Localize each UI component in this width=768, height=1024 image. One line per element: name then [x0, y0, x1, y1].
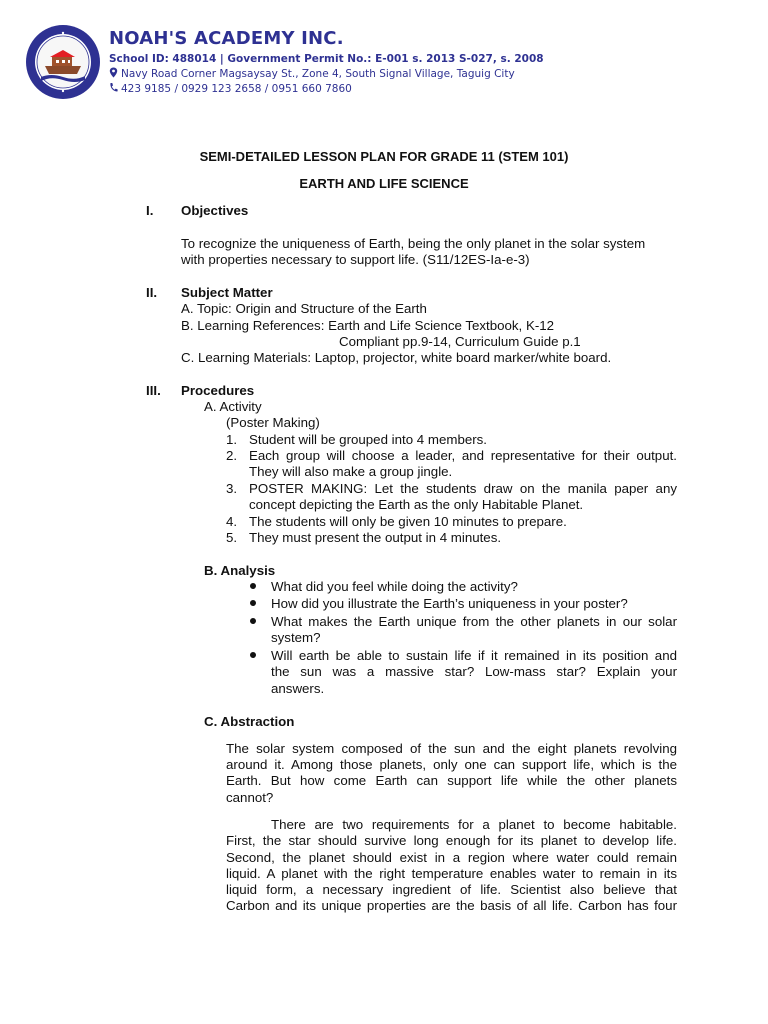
step-text: Student will be grouped into 4 members. [249, 432, 488, 447]
objectives-heading: Objectives [181, 203, 249, 218]
objectives-line: To recognize the uniqueness of Earth, being the only planet in the solar system [181, 236, 646, 251]
school-name: NOAH'S ACADEMY INC. [109, 28, 344, 49]
objectives-line: with properties necessary to support life. (S11/12ES-Ia-e-3) [181, 252, 530, 267]
bullet-icon [250, 652, 256, 658]
abstraction-line: cannot? [226, 790, 274, 805]
analysis-question: system? [271, 630, 321, 645]
section-number: I. [146, 203, 154, 218]
subject-matter-heading: Subject Matter [181, 285, 273, 300]
abstraction-line: There are two requirements for a planet to become habitable. [271, 817, 677, 832]
school-ids [109, 53, 544, 66]
school-seal-logo [25, 24, 101, 100]
subject-topic: A. Topic: Origin and Structure of the Earth [181, 301, 427, 316]
abstraction-line: Earth. But how come Earth can support life while the other planets [226, 773, 677, 788]
abstraction-line: around it. Among those planets, only one can support life, which is the [226, 757, 677, 772]
step-number: 2. [226, 448, 238, 463]
bullet-icon [250, 618, 256, 624]
section-number: III. [146, 383, 161, 398]
analysis-question: What did you feel while doing the activity? [271, 579, 518, 594]
analysis-question: answers. [271, 681, 325, 696]
procedures-heading: Procedures [181, 383, 255, 398]
document-subtitle: EARTH AND LIFE SCIENCE [299, 176, 469, 191]
abstraction-line: liquid form, a necessary ingredient of life. Scientist also believe that [226, 882, 677, 897]
abstraction-line: liquid. A planet with the right temperature enables water to remain in its [226, 866, 677, 881]
activity-sub: (Poster Making) [226, 415, 320, 430]
analysis-question: How did you illustrate the Earth’s uniqueness in your poster? [271, 596, 628, 611]
step-number: 1. [226, 432, 238, 447]
step-number: 5. [226, 530, 238, 545]
school-address [109, 67, 515, 81]
location-pin-icon [109, 67, 118, 78]
step-text: Each group will choose a leader, and representative for their output. [249, 448, 677, 463]
school-ids-text: School ID: 488014 | Government Permit No.: E-001 s. 2013 S-027, s. 2008 [109, 53, 544, 65]
step-number: 3. [226, 481, 238, 496]
abstraction-line: The solar system composed of the sun and the eight planets revolving [226, 741, 677, 756]
abstraction-label: C. Abstraction [204, 714, 295, 729]
step-text: concept depicting the Earth as the only Habitable Planet. [249, 497, 584, 512]
subject-materials: C. Learning Materials: Laptop, projector, white board marker/white board. [181, 350, 612, 365]
section-number: II. [146, 285, 158, 300]
analysis-question: What makes the Earth unique from the other planets in our solar [271, 614, 677, 629]
subject-references: B. Learning References: Earth and Life Science Textbook, K-12 [181, 318, 555, 333]
step-number: 4. [226, 514, 238, 529]
step-text: They must present the output in 4 minutes. [249, 530, 502, 545]
school-phones [109, 82, 352, 96]
analysis-question: Will earth be able to sustain life if it remained in its position and [271, 648, 677, 663]
activity-label: A. Activity [204, 399, 262, 414]
bullet-icon [250, 583, 256, 589]
abstraction-line: Second, the planet should exist in a region where water could remain [226, 850, 677, 865]
abstraction-line: First, the star should survive long enough for its planet to develop life. [226, 833, 677, 848]
subject-references-cont: Compliant pp.9-14, Curriculum Guide p.1 [339, 334, 581, 349]
phones-text: 423 9185 / 0929 123 2658 / 0951 660 7860 [121, 83, 352, 95]
analysis-label: B. Analysis [204, 563, 276, 578]
step-text: POSTER MAKING: Let the students draw on the manila paper any [249, 481, 677, 496]
document-title: SEMI-DETAILED LESSON PLAN FOR GRADE 11 (STEM 101) [199, 149, 569, 164]
address-text: Navy Road Corner Magsaysay St., Zone 4, South Signal Village, Taguig City [121, 68, 515, 80]
phone-icon [109, 82, 118, 93]
step-text: The students will only be given 10 minutes to prepare. [249, 514, 567, 529]
bullet-icon [250, 600, 256, 606]
step-text: They will also make a group jingle. [249, 464, 453, 479]
analysis-question: the sun was a massive star? Low-mass star? Explain your [271, 664, 677, 679]
abstraction-line: Carbon and its unique properties are the basis of all life. Carbon has four [226, 898, 677, 913]
